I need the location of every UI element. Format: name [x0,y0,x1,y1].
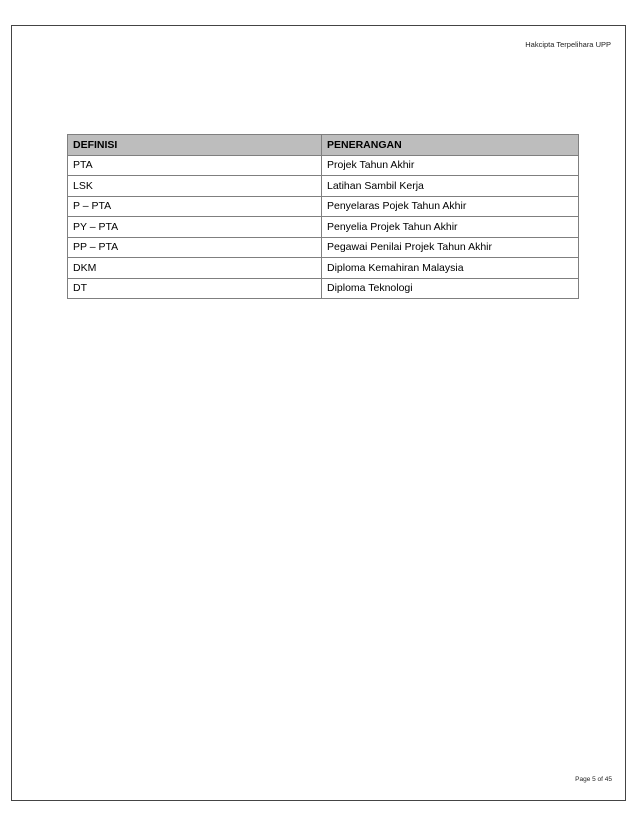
document-page [11,25,626,801]
column-header-definisi: DEFINISI [68,135,322,156]
explanation-cell: Penyelia Projek Tahun Akhir [322,217,579,238]
table-row [68,176,579,197]
page-number: Page 5 of 45 [575,776,612,783]
definition-cell: PTA [68,155,322,176]
table-row [68,237,579,258]
explanation-cell: Projek Tahun Akhir [322,155,579,176]
table-row [68,278,579,299]
explanation-cell: Penyelaras Pojek Tahun Akhir [322,196,579,217]
page-header-copyright: Hakcipta Terpelihara UPP [525,40,611,49]
definition-cell: DT [68,278,322,299]
definitions-table [67,134,579,299]
definition-cell: PY – PTA [68,217,322,238]
explanation-cell: Latihan Sambil Kerja [322,176,579,197]
definition-cell: PP – PTA [68,237,322,258]
definition-cell: P – PTA [68,196,322,217]
explanation-cell: Diploma Teknologi [322,278,579,299]
explanation-cell: Diploma Kemahiran Malaysia [322,258,579,279]
table-header-row [68,135,579,156]
table-row [68,196,579,217]
table-row [68,258,579,279]
definition-cell: DKM [68,258,322,279]
explanation-cell: Pegawai Penilai Projek Tahun Akhir [322,237,579,258]
table-row [68,217,579,238]
table-row [68,155,579,176]
column-header-penerangan: PENERANGAN [322,135,579,156]
definition-cell: LSK [68,176,322,197]
